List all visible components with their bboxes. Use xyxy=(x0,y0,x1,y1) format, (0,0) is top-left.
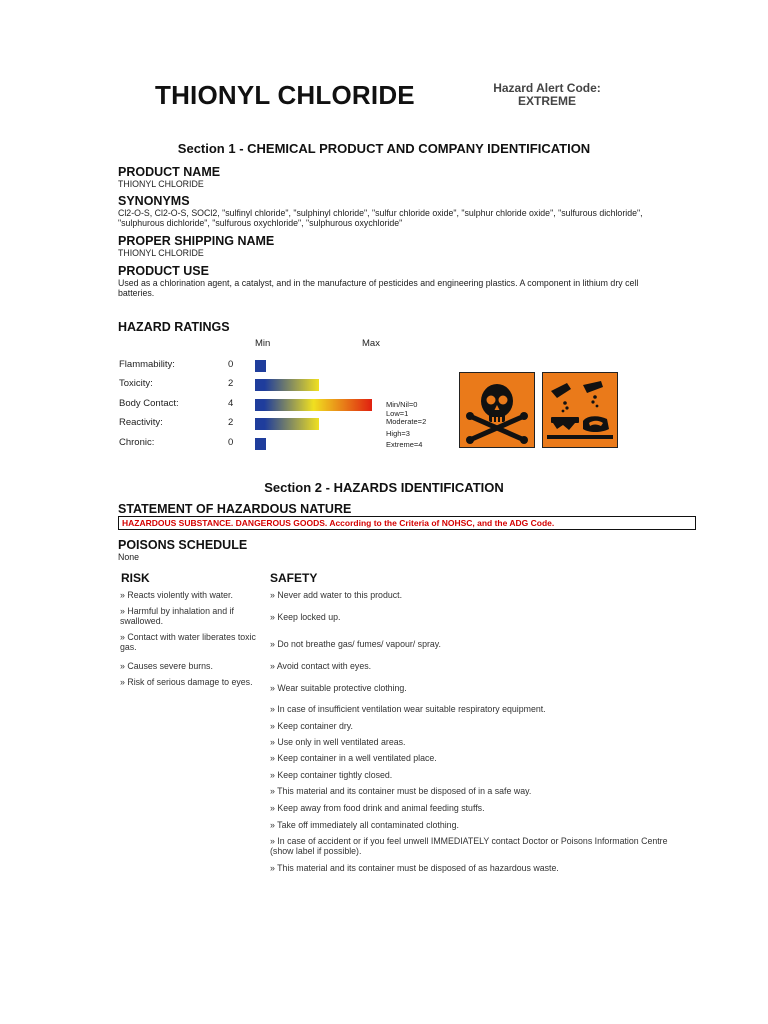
safety-heading: SAFETY xyxy=(270,571,318,585)
product-use-label: PRODUCT USE xyxy=(118,264,209,278)
hazard-ratings-heading: HAZARD RATINGS xyxy=(118,320,230,334)
safety-item: » In case of insufficient ventilation wear suitable respiratory equipment. xyxy=(270,704,546,714)
safety-item: » Keep away from food drink and animal feeding stuffs. xyxy=(270,803,485,813)
rating-value: 0 xyxy=(228,359,234,370)
corrosive-icon xyxy=(543,373,617,447)
legend-item: High=3 xyxy=(386,428,410,438)
max-label: Max xyxy=(362,338,380,349)
legend-item: Extreme=4 xyxy=(386,440,423,449)
safety-item: » Do not breathe gas/ fumes/ vapour/ spray. xyxy=(270,639,441,649)
rating-value: 2 xyxy=(228,417,234,428)
toxic-symbol xyxy=(459,372,535,448)
rating-value: 2 xyxy=(228,378,234,389)
safety-item: » Never add water to this product. xyxy=(270,590,403,600)
rating-label: Body Contact: xyxy=(119,398,179,409)
rating-bar xyxy=(255,438,266,450)
statement-box xyxy=(118,516,696,530)
safety-item: » In case of accident or if you feel unwell IMMEDIATELY contact Doctor or Poisons Information Centre (show label if possible). xyxy=(270,836,668,856)
risk-item: » Contact with water liberates toxic gas. xyxy=(120,632,256,652)
safety-item: » Keep container tightly closed. xyxy=(270,770,393,780)
rating-legend xyxy=(386,401,426,450)
poisons-schedule-label: POISONS SCHEDULE xyxy=(118,538,248,552)
synonyms-line2: "sulphurous dichloride", "sulfurous oxychloride", "sulphurous oxychloride" xyxy=(118,218,403,228)
risk-item: » Reacts violently with water. xyxy=(120,590,233,600)
risk-item: » Causes severe burns. xyxy=(120,661,213,671)
synonyms-label: SYNONYMS xyxy=(118,194,190,208)
safety-item: » Keep container dry. xyxy=(270,721,353,731)
safety-item: » This material and its container must be disposed of as hazardous waste. xyxy=(270,863,559,873)
rating-label: Chronic: xyxy=(119,437,155,448)
section2-heading: Section 2 - HAZARDS IDENTIFICATION xyxy=(264,480,504,495)
rating-label: Flammability: xyxy=(119,359,175,370)
product-name-label: PRODUCT NAME xyxy=(118,165,221,179)
poisons-schedule-value: None xyxy=(118,552,140,562)
corrosive-symbol xyxy=(542,372,618,448)
rating-bar xyxy=(255,418,319,430)
safety-item: » Keep container in a well ventilated place. xyxy=(270,753,437,763)
rating-bar xyxy=(255,399,372,411)
statement-label: STATEMENT OF HAZARDOUS NATURE xyxy=(118,502,352,516)
safety-item: » Avoid contact with eyes. xyxy=(270,661,372,671)
safety-item: » Keep locked up. xyxy=(270,612,341,622)
rating-bar xyxy=(255,360,266,372)
risk-item: » Harmful by inhalation and if swallowed. xyxy=(120,606,234,626)
document-title: THIONYL CHLORIDE xyxy=(155,80,415,110)
section1-heading: Section 1 - CHEMICAL PRODUCT AND COMPANY IDENTIFICATION xyxy=(177,141,591,156)
product-name-value: THIONYL CHLORIDE xyxy=(118,179,204,189)
rating-bar xyxy=(255,379,319,391)
product-use-line2: batteries. xyxy=(118,288,155,298)
safety-item: » This material and its container must be disposed of in a safe way. xyxy=(270,786,532,796)
legend-item: Min/Nil=0 xyxy=(386,400,418,409)
risk-heading: RISK xyxy=(121,571,150,585)
legend-item: Low=1 xyxy=(386,408,409,418)
hazard-alert-label: Hazard Alert Code: xyxy=(493,81,601,95)
safety-item: » Take off immediately all contaminated clothing. xyxy=(270,820,459,830)
statement-text: HAZARDOUS SUBSTANCE. DANGEROUS GOODS. According to the Criteria of NOHSC, and the ADG Code. xyxy=(122,518,555,528)
skull-and-crossbones-icon xyxy=(460,373,534,447)
min-label: Min xyxy=(255,338,271,349)
product-use-line1: Used as a chlorination agent, a catalyst, and in the manufacture of pesticides and engineering plastics. A component in lithium dry cell xyxy=(118,278,639,288)
rating-label: Reactivity: xyxy=(119,417,163,428)
safety-item: » Use only in well ventilated areas. xyxy=(270,737,406,747)
hazard-alert-value: EXTREME xyxy=(517,94,576,108)
legend-item: Moderate=2 xyxy=(386,417,427,426)
synonyms-line1: Cl2-O-S, Cl2-O-S, SOCl2, "sulfinyl chloride", "sulphinyl chloride", "sulfur chloride oxide", "sulphur chloride oxide", "sulfurous dichloride", xyxy=(118,208,643,218)
risk-item: » Risk of serious damage to eyes. xyxy=(120,677,253,687)
rating-value: 4 xyxy=(228,398,234,409)
rating-label: Toxicity: xyxy=(119,378,153,389)
safety-item: » Wear suitable protective clothing. xyxy=(270,683,407,693)
rating-value: 0 xyxy=(228,437,234,448)
hazard-alert xyxy=(462,82,632,108)
shipping-name-label: PROPER SHIPPING NAME xyxy=(118,234,275,248)
shipping-name-value: THIONYL CHLORIDE xyxy=(118,248,204,258)
